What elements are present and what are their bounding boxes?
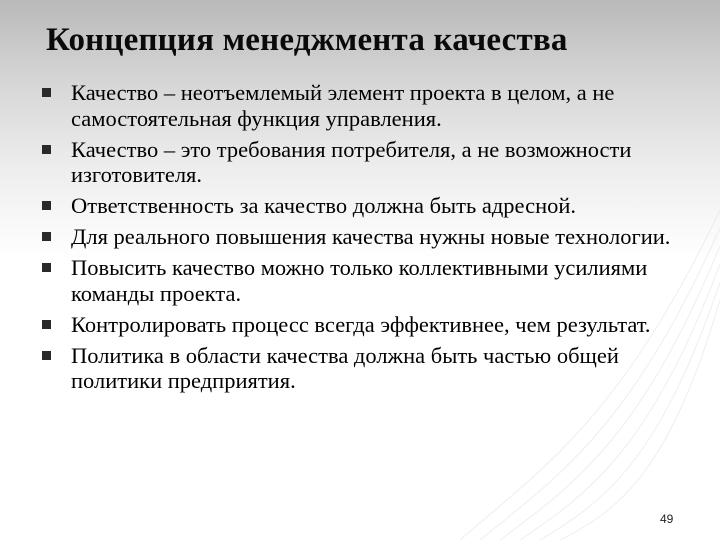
slide-title: Концепция менеджмента качества <box>46 22 568 58</box>
bullet-text: Ответственность за качество должна быть адресной. <box>71 193 577 218</box>
bullet-item <box>38 193 698 219</box>
square-bullet-icon <box>42 351 51 360</box>
bullet-list <box>38 80 698 399</box>
bullet-text: Повысить качество можно только коллективными усилиями команды проекта. <box>71 255 648 306</box>
square-bullet-icon <box>42 88 51 97</box>
bullet-text: Для реального повышения качества нужны новые технологии. <box>71 224 671 249</box>
square-bullet-icon <box>42 263 51 272</box>
bullet-text: Контролировать процесс всегда эффективнее, чем результат. <box>71 311 651 337</box>
bullet-item <box>38 255 698 306</box>
bullet-item <box>38 343 698 394</box>
bullet-text: Качество – неотъемлемый элемент проекта в целом, а не самостоятельная функция управления. <box>71 80 615 131</box>
square-bullet-icon <box>42 232 51 241</box>
page-number: 49 <box>660 512 674 526</box>
square-bullet-icon <box>42 145 51 154</box>
bullet-item <box>38 137 698 188</box>
square-bullet-icon <box>42 320 51 329</box>
bullet-item <box>38 312 698 338</box>
square-bullet-icon <box>42 201 51 210</box>
bullet-text: Политика в области качества должна быть частью общей политики предприятия. <box>71 342 619 393</box>
bullet-item <box>38 224 698 250</box>
bullet-item <box>38 80 698 131</box>
bullet-text: Качество – это требования потребителя, а не возможности изготовителя. <box>71 136 632 187</box>
